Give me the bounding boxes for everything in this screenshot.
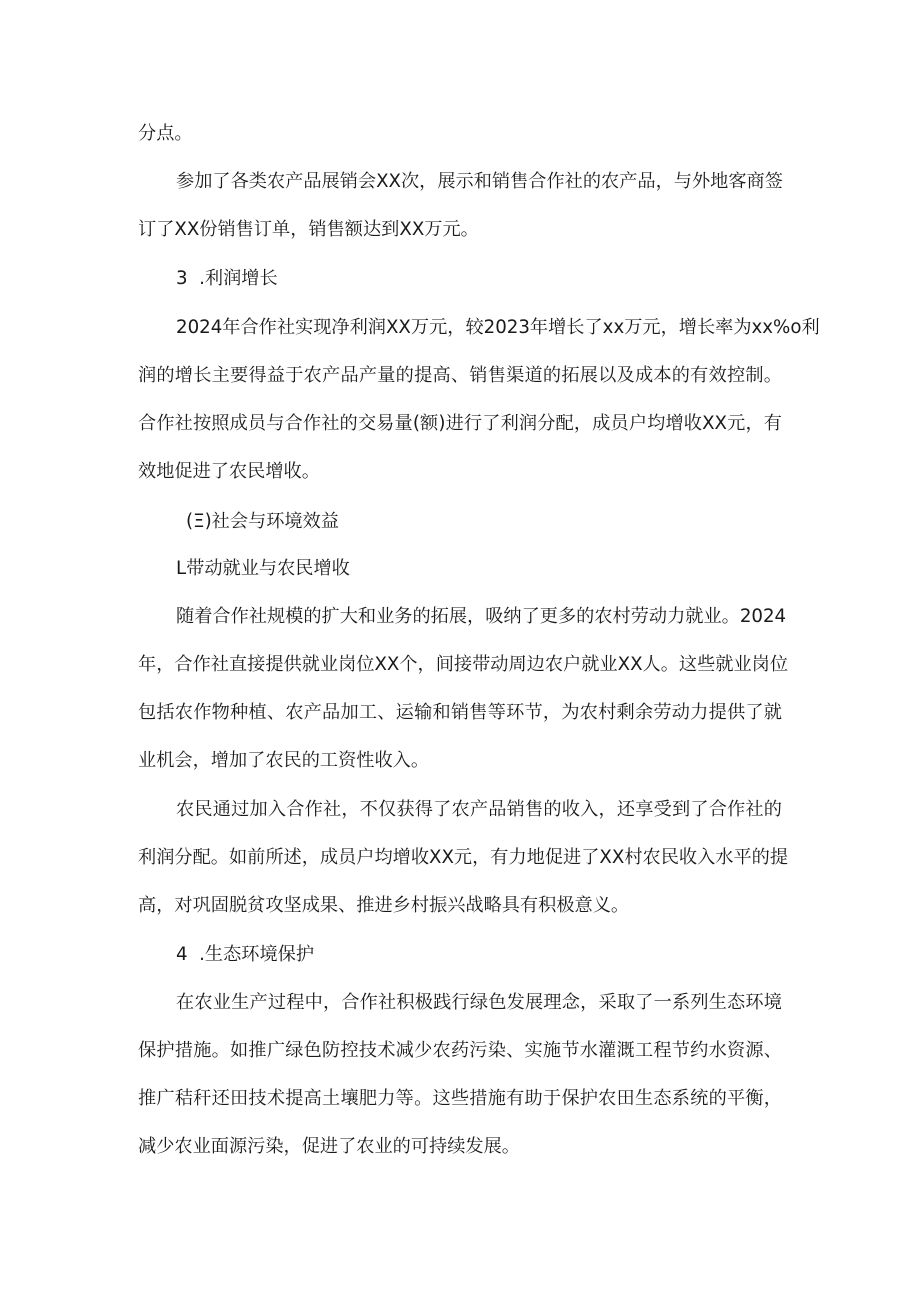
text-line-14: 业机会，增加了农民的工资性收入。 <box>138 750 430 771</box>
text-line-13: 包括农作物种植、农产品加工、运输和销售等环节，为农村剩余劳动力提供了就 <box>138 702 782 723</box>
text-line-1: 分点。 <box>138 123 193 144</box>
text-line-16: 利润分配。如前所述，成员户均增收XX元，有力地促进了XX村农民收入水平的提 <box>138 847 789 868</box>
text-line-17: 高，对巩固脱贫攻坚成果、推进乡村振兴战略具有积极意义。 <box>138 895 630 916</box>
text-line-5: 2024年合作社实现净利润XX万元，较2023年增长了xx万元，增长率为xx%o利 <box>176 317 820 338</box>
text-line-2: 参加了各类农产品展销会XX次，展示和销售合作社的农产品，与外地客商签 <box>176 171 783 192</box>
section-heading-social-environmental: (Ξ)社会与环境效益 <box>186 511 339 532</box>
text-line-15: 农民通过加入合作社，不仅获得了农产品销售的收入，还享受到了合作社的 <box>176 799 782 820</box>
text-line-19: 在农业生产过程中，合作社积极践行绿色发展理念，采取了一系列生态环境 <box>176 992 782 1013</box>
text-line-6: 润的增长主要得益于农产品产量的提高、销售渠道的拓展以及成本的有效控制。 <box>138 365 782 386</box>
text-line-20: 保护措施。如推广绿色防控技术减少农药污染、实施节水灌溉工程节约水资源、 <box>138 1040 782 1061</box>
text-line-8: 效地促进了农民增收。 <box>138 461 320 482</box>
section-heading-employment: L带动就业与农民增收 <box>176 558 350 579</box>
section-heading-ecology: 4 .生态环境保护 <box>176 944 315 965</box>
text-line-22: 减少农业面源污染，促进了农业的可持续发展。 <box>138 1136 520 1157</box>
text-line-3: 订了XX份销售订单，销售额达到XX万元。 <box>138 219 479 240</box>
text-line-21: 推广秸秆还田技术提高土壤肥力等。这些措施有助于保护农田生态系统的平衡， <box>138 1088 782 1109</box>
section-heading-profit-growth: 3 .利润增长 <box>176 268 278 289</box>
text-line-7: 合作社按照成员与合作社的交易量(额)进行了利润分配，成员户均增收XX元，有 <box>138 413 782 434</box>
text-line-12: 年，合作社直接提供就业岗位XX个，间接带动周边农户就业XX人。这些就业岗位 <box>138 654 789 675</box>
text-line-11: 随着合作社规模的扩大和业务的拓展，吸纳了更多的农村劳动力就业。2024 <box>176 606 787 627</box>
